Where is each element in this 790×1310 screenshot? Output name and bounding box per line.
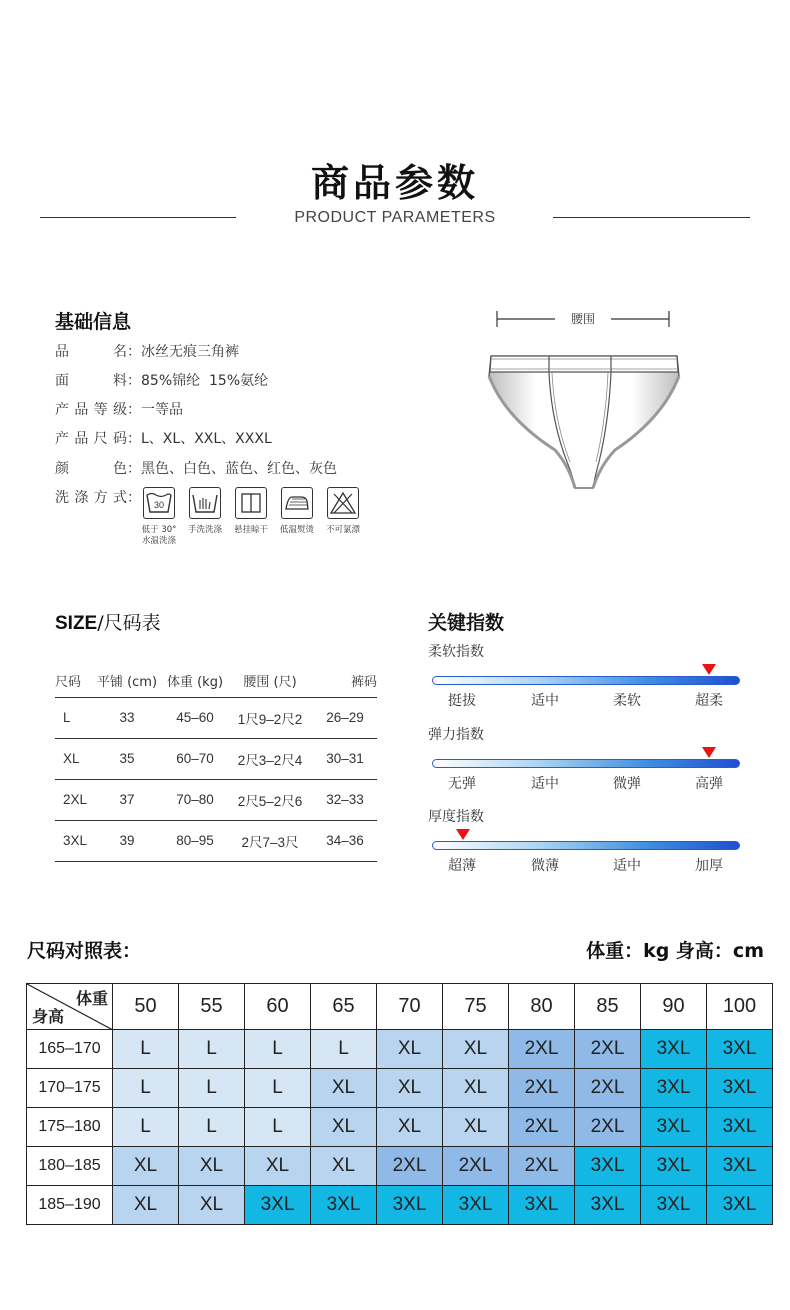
size-cell: XL xyxy=(443,1108,509,1147)
key-index-tick: 无弹 xyxy=(448,776,476,792)
info-row-colors: 颜色：黑色、白色、蓝色、红色、灰色 xyxy=(55,458,337,478)
wash-caption: 不可氯漂 xyxy=(325,525,360,535)
wash-item xyxy=(136,487,182,547)
size-chart-units: 体重：kg 身高：cm xyxy=(586,940,764,962)
key-index-tick: 挺拔 xyxy=(448,693,476,709)
size-cell: L xyxy=(113,1108,179,1147)
info-row-wash: 洗涤方式： xyxy=(55,487,141,507)
waist-label: 腰围 xyxy=(570,312,595,326)
weight-header-cell: 75 xyxy=(443,984,509,1030)
key-index-marker xyxy=(456,829,470,840)
height-header-cell: 170–175 xyxy=(27,1069,113,1108)
wash-item xyxy=(182,487,228,536)
size-cell: XL xyxy=(311,1147,377,1186)
size-header-cell: 腰围 (尺) xyxy=(227,664,313,697)
key-index-marker xyxy=(702,747,716,758)
table-row: XL 35 60–70 2尺3–2尺4 30–31 xyxy=(55,738,377,779)
table-row xyxy=(27,1030,773,1069)
wash-item xyxy=(274,487,320,536)
size-header-cell: 尺码 xyxy=(55,664,91,697)
size-cell: 3XL xyxy=(707,1069,773,1108)
page-title: 商品参数 xyxy=(310,161,479,205)
size-cell: 2XL xyxy=(377,1147,443,1186)
size-cell: XL xyxy=(179,1147,245,1186)
table-row: L 33 45–60 1尺9–2尺2 26–29 xyxy=(55,697,377,738)
key-index-tick: 微薄 xyxy=(531,858,559,874)
key-index-tick: 适中 xyxy=(613,858,641,874)
size-cell: L xyxy=(245,1030,311,1069)
hang-dry-icon xyxy=(235,487,267,519)
info-value: 一等品 xyxy=(141,402,183,418)
hand-wash-icon xyxy=(189,487,221,519)
wash-item xyxy=(228,487,274,536)
size-cell: 2XL xyxy=(509,1030,575,1069)
height-header-cell: 185–190 xyxy=(27,1186,113,1225)
size-chart-title: 尺码对照表： xyxy=(27,940,142,962)
weight-header-cell: 85 xyxy=(575,984,641,1030)
size-cell: XL xyxy=(179,1186,245,1225)
size-header-cell: 裤码 xyxy=(313,664,377,697)
size-cell: 3XL xyxy=(575,1186,641,1225)
size-cell: 2XL xyxy=(509,1108,575,1147)
size-cell: 2XL xyxy=(509,1147,575,1186)
weight-header-cell: 80 xyxy=(509,984,575,1030)
size-cell: XL xyxy=(377,1108,443,1147)
key-index-tick: 超薄 xyxy=(448,858,476,874)
size-cell: 2XL xyxy=(443,1147,509,1186)
info-label: 洗涤方式 xyxy=(55,490,127,506)
key-index-label: 厚度指数 xyxy=(428,809,484,825)
corner-weight-label: 体重 xyxy=(75,989,108,1008)
size-table-title: SIZE/尺码表 xyxy=(55,612,161,634)
low-iron-icon xyxy=(281,487,313,519)
size-cell: 3XL xyxy=(641,1186,707,1225)
info-row-name: 品名：冰丝无痕三角裤 xyxy=(55,341,239,361)
wash-caption: 水温洗涤 xyxy=(141,536,176,546)
key-index-label: 弹力指数 xyxy=(428,727,484,743)
table-row xyxy=(27,1069,773,1108)
size-cell: XL xyxy=(377,1030,443,1069)
key-index-tick: 加厚 xyxy=(695,858,723,874)
size-cell: 3XL xyxy=(377,1186,443,1225)
waist-measure xyxy=(495,308,671,330)
key-index-tick: 高弹 xyxy=(695,776,723,792)
size-cell: XL xyxy=(113,1186,179,1225)
info-value: 黑色、白色、蓝色、红色、灰色 xyxy=(141,461,337,477)
info-label: 品名 xyxy=(55,344,127,360)
key-index-bar xyxy=(432,841,740,850)
size-cell: 3XL xyxy=(641,1069,707,1108)
size-cell: XL xyxy=(311,1069,377,1108)
size-chart-corner xyxy=(27,984,113,1030)
info-value: 85%锦纶 15%氨纶 xyxy=(141,373,269,389)
key-index-bar xyxy=(432,759,740,768)
info-label: 产品等级 xyxy=(55,402,127,418)
size-cell: 2XL xyxy=(509,1069,575,1108)
wash-icons xyxy=(136,487,366,557)
info-value: 冰丝无痕三角裤 xyxy=(141,344,239,360)
size-cell: L xyxy=(113,1069,179,1108)
wash-caption: 悬挂晾干 xyxy=(233,525,268,535)
no-bleach-icon xyxy=(327,487,359,519)
size-cell: L xyxy=(179,1030,245,1069)
size-cell: XL xyxy=(377,1069,443,1108)
size-cell: XL xyxy=(245,1147,311,1186)
corner-height-label: 身高 xyxy=(32,1007,65,1026)
size-cell: L xyxy=(179,1069,245,1108)
size-cell: XL xyxy=(443,1030,509,1069)
wash-caption: 手洗洗涤 xyxy=(187,525,222,535)
size-cell: 3XL xyxy=(509,1186,575,1225)
wash-caption: 低于 30° xyxy=(141,525,177,535)
size-header-cell: 体重 (kg) xyxy=(163,664,227,697)
table-row xyxy=(27,1186,773,1225)
key-index-tick: 适中 xyxy=(531,776,559,792)
table-row: 3XL 39 80–95 2尺7–3尺 34–36 xyxy=(55,820,377,861)
info-label: 颜色 xyxy=(55,461,127,477)
size-cell: L xyxy=(245,1069,311,1108)
divider-right xyxy=(553,217,750,218)
weight-header-cell: 100 xyxy=(707,984,773,1030)
wash-item xyxy=(320,487,366,536)
height-header-cell: 180–185 xyxy=(27,1147,113,1186)
wash-caption: 低温熨烫 xyxy=(279,525,314,535)
size-cell: 3XL xyxy=(707,1147,773,1186)
info-value: L、XL、XXL、XXXL xyxy=(141,431,272,447)
size-cell: 3XL xyxy=(311,1186,377,1225)
page-subtitle: PRODUCT PARAMETERS xyxy=(294,209,496,226)
size-cell: 3XL xyxy=(707,1108,773,1147)
size-cell: 2XL xyxy=(575,1030,641,1069)
size-cell: 3XL xyxy=(443,1186,509,1225)
weight-header-cell: 50 xyxy=(113,984,179,1030)
size-cell: XL xyxy=(311,1108,377,1147)
key-index-marker xyxy=(702,664,716,675)
size-cell: L xyxy=(311,1030,377,1069)
size-cell: 3XL xyxy=(641,1030,707,1069)
svg-text:30: 30 xyxy=(153,500,165,510)
size-cell: 2XL xyxy=(575,1069,641,1108)
size-cell: XL xyxy=(113,1147,179,1186)
weight-header-cell: 65 xyxy=(311,984,377,1030)
size-cell: 3XL xyxy=(707,1186,773,1225)
weight-header-cell: 70 xyxy=(377,984,443,1030)
key-index-tick: 微弹 xyxy=(613,776,641,792)
size-cell: L xyxy=(179,1108,245,1147)
key-index-tick: 超柔 xyxy=(695,693,723,709)
key-index-label: 柔软指数 xyxy=(428,644,484,660)
size-header-cell: 平铺 (cm) xyxy=(91,664,163,697)
info-row-material: 面料：85%锦纶 15%氨纶 xyxy=(55,370,268,390)
height-header-cell: 165–170 xyxy=(27,1030,113,1069)
info-label: 产品尺码 xyxy=(55,431,127,447)
table-row xyxy=(27,1108,773,1147)
height-header-cell: 175–180 xyxy=(27,1108,113,1147)
table-row xyxy=(27,1147,773,1186)
size-chart-table xyxy=(26,983,773,1225)
key-index-tick: 柔软 xyxy=(613,693,641,709)
key-index-bar xyxy=(432,676,740,685)
info-row-sizes: 产品尺码：L、XL、XXL、XXXL xyxy=(55,428,272,448)
size-cell: L xyxy=(113,1030,179,1069)
size-cell: 3XL xyxy=(707,1030,773,1069)
size-table xyxy=(55,664,377,862)
size-cell: XL xyxy=(443,1069,509,1108)
info-label: 面料 xyxy=(55,373,127,389)
size-cell: 3XL xyxy=(641,1108,707,1147)
size-cell: 3XL xyxy=(641,1147,707,1186)
weight-header-cell: 60 xyxy=(245,984,311,1030)
basic-info-title: 基础信息 xyxy=(55,311,132,333)
size-chart-header xyxy=(27,984,773,1030)
table-row: 2XL 37 70–80 2尺5–2尺6 32–33 xyxy=(55,779,377,820)
wash-30-icon xyxy=(143,487,175,519)
size-cell: 3XL xyxy=(575,1147,641,1186)
weight-header-cell: 90 xyxy=(641,984,707,1030)
size-cell: 2XL xyxy=(575,1108,641,1147)
briefs-diagram xyxy=(485,350,685,495)
size-table-header xyxy=(55,664,377,697)
size-cell: L xyxy=(245,1108,311,1147)
key-index-title: 关键指数 xyxy=(428,612,505,634)
info-row-grade: 产品等级：一等品 xyxy=(55,399,183,419)
size-cell: 3XL xyxy=(245,1186,311,1225)
key-index-tick: 适中 xyxy=(531,693,559,709)
weight-header-cell: 55 xyxy=(179,984,245,1030)
